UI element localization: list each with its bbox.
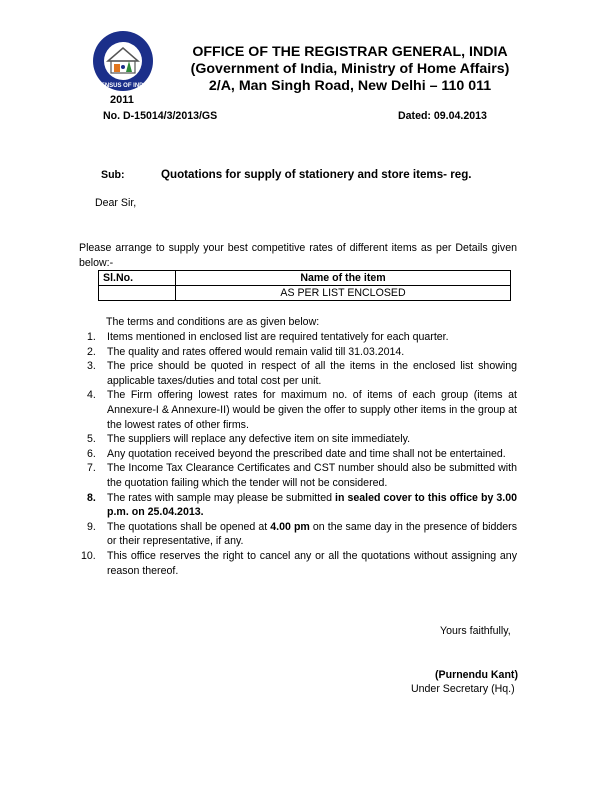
table-cell-slno bbox=[99, 286, 176, 301]
term-text: The quality and rates offered would remain valid till 31.03.2014. bbox=[107, 345, 405, 358]
term-item bbox=[79, 388, 517, 432]
office-ministry: (Government of India, Ministry of Home Affairs) bbox=[190, 61, 510, 77]
term-text: on the same day in the presence of bidders or their representative, if any. bbox=[107, 520, 518, 548]
term-number: 6. bbox=[87, 447, 96, 460]
table-header-row bbox=[99, 271, 511, 286]
term-text: The Firm offering lowest rates for maximum no. of items of each group (items at Annexure-I & Annexure-II) would be given the offer to supply other items in the group at the lowest rates of other firms. bbox=[107, 389, 517, 431]
term-text: The Income Tax Clearance Certificates and CST number should also be submitted with the quotation failing which the tender will not be considered. bbox=[107, 462, 517, 489]
term-item bbox=[79, 345, 517, 360]
term-number: 4. bbox=[87, 389, 96, 402]
term-text: This office reserves the right to cancel any or all the quotations without assigning any reason thereof. bbox=[107, 549, 517, 577]
terms-intro: The terms and conditions are as given below: bbox=[106, 316, 320, 328]
term-number: 1. bbox=[87, 331, 96, 343]
term-item bbox=[79, 447, 517, 462]
term-item bbox=[79, 491, 517, 520]
subject-text: Quotations for supply of stationery and store items- reg. bbox=[161, 168, 472, 181]
term-item bbox=[79, 520, 517, 549]
logo-year: 2011 bbox=[110, 94, 134, 106]
term-text: The price should be quoted in respect of all the items in the enclosed list showing applicable taxes/duties and total cost per unit. bbox=[107, 360, 517, 387]
term-number: 7. bbox=[87, 462, 96, 475]
letter-date: Dated: 09.04.2013 bbox=[398, 110, 487, 122]
term-item bbox=[79, 549, 517, 578]
term-text-bold: in sealed cover to this office by 3.00 p.m. on 25.04.2013. bbox=[107, 491, 517, 519]
reference-number: No. D-15014/3/2013/GS bbox=[103, 110, 218, 122]
term-item bbox=[79, 359, 517, 388]
term-item bbox=[79, 461, 517, 490]
term-item bbox=[79, 330, 517, 345]
term-number: 2. bbox=[87, 345, 96, 358]
term-number: 9. bbox=[87, 520, 96, 533]
term-text: Any quotation received beyond the prescribed date and time shall not be entertained. bbox=[107, 447, 506, 460]
office-address: 2/A, Man Singh Road, New Delhi – 110 011 bbox=[208, 78, 492, 94]
table-cell-item-name: AS PER LIST ENCLOSED bbox=[176, 286, 511, 301]
salutation: Dear Sir, bbox=[95, 197, 137, 209]
term-item bbox=[79, 432, 517, 447]
intro-paragraph: Please arrange to supply your best competitive rates of different items as per Details given below:- bbox=[79, 242, 517, 269]
term-number: 5. bbox=[87, 433, 96, 446]
subject-label: Sub: bbox=[101, 169, 125, 181]
census-logo bbox=[92, 30, 152, 90]
term-number: 10. bbox=[81, 549, 96, 562]
term-text-bold: 4.00 pm bbox=[270, 520, 310, 533]
table-row bbox=[99, 286, 511, 301]
census-of-india-emblem-icon bbox=[92, 30, 154, 92]
term-text: The rates with sample may please be submitted bbox=[107, 491, 336, 504]
term-number: 8. bbox=[87, 491, 96, 504]
svg-text:CENSUS OF INDIA: CENSUS OF INDIA bbox=[96, 83, 150, 89]
column-header-item-name: Name of the item bbox=[176, 271, 511, 286]
signatory-name: (Purnendu Kant) bbox=[435, 669, 518, 681]
valediction: Yours faithfully, bbox=[440, 625, 511, 637]
office-name: OFFICE OF THE REGISTRAR GENERAL, INDIA bbox=[192, 44, 508, 60]
signatory-designation: Under Secretary (Hq.) bbox=[411, 683, 515, 695]
term-text: The quotations shall be opened at bbox=[107, 520, 271, 533]
term-number: 3. bbox=[87, 360, 96, 373]
items-table bbox=[98, 270, 511, 301]
terms-list bbox=[79, 330, 517, 578]
column-header-slno: Sl.No. bbox=[99, 271, 176, 286]
term-text: Items mentioned in enclosed list are required tentatively for each quarter. bbox=[107, 331, 449, 343]
term-text: The suppliers will replace any defective item on site immediately. bbox=[107, 433, 411, 446]
